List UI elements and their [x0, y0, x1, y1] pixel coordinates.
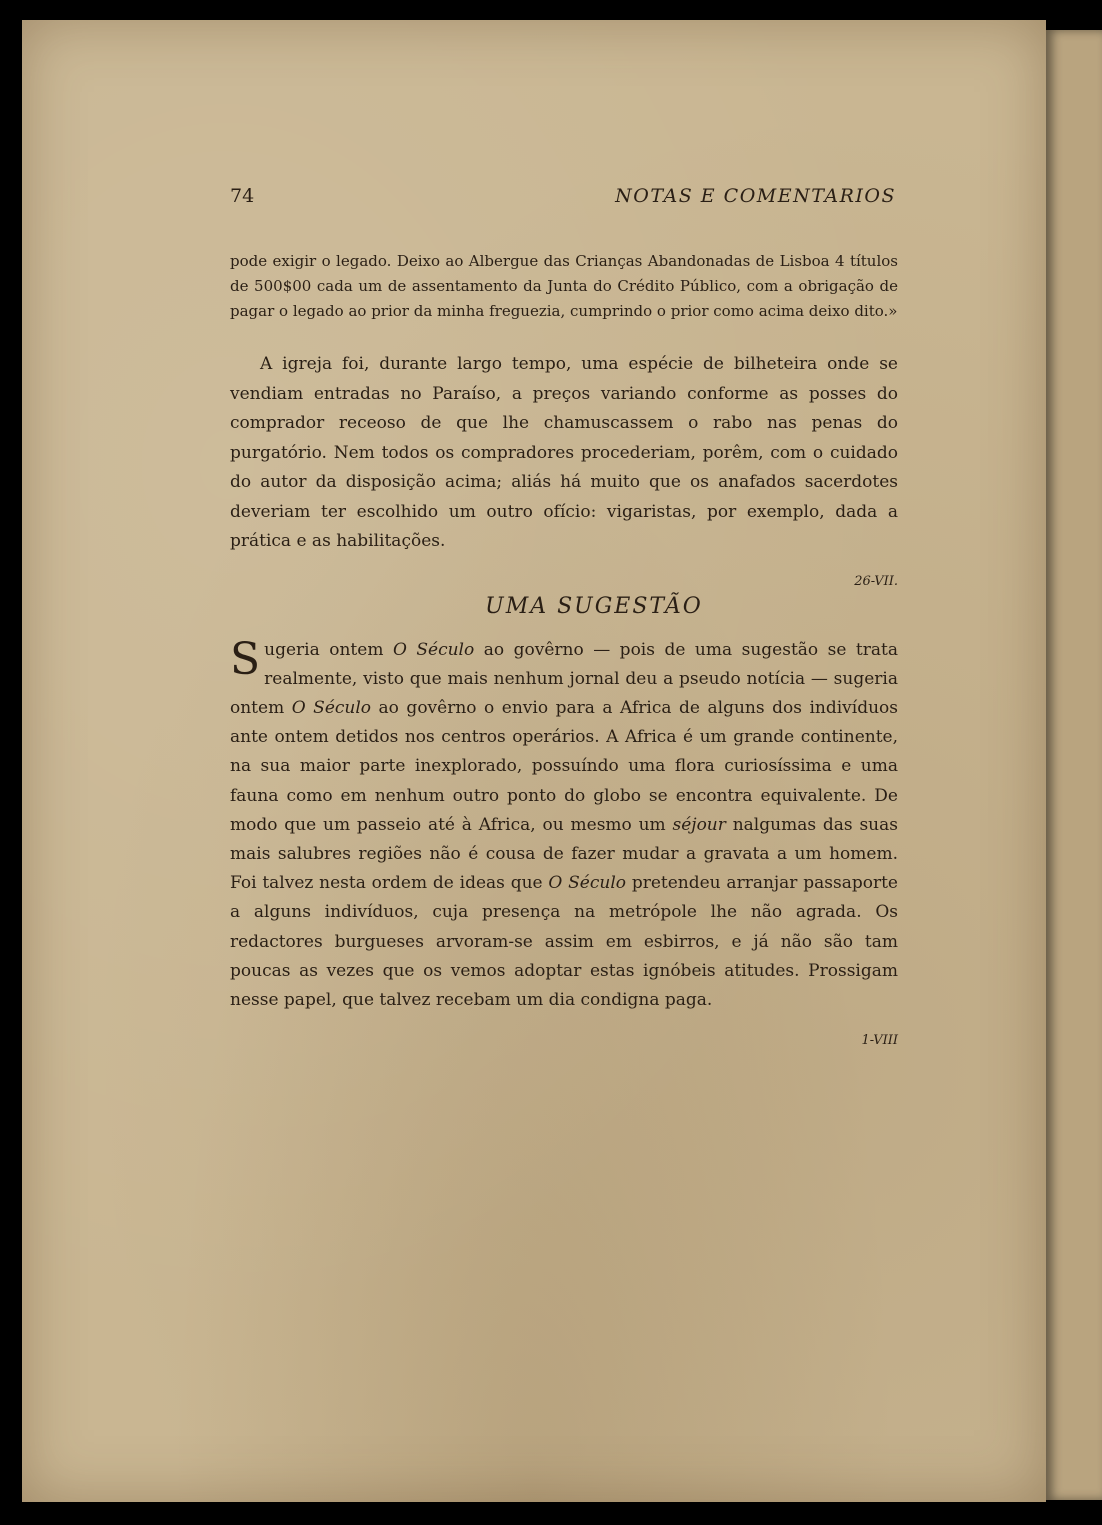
article-title: UMA SUGESTÃO	[485, 593, 703, 619]
page-text-area	[230, 185, 898, 1048]
article-text-4: nalgumas das suas mais salubres regiões não é cousa de fazer mudar a gravata a um homem. Foi talvez nesta ordem de ideas que	[230, 814, 898, 894]
article-text-1: ugeria ontem	[264, 639, 393, 660]
drop-cap: S	[230, 633, 261, 685]
article-date: 1-VIII	[861, 1033, 898, 1049]
foreign-word: séjour	[672, 814, 726, 835]
continuation-paragraph: pode exigir o legado. Deixo ao Albergue das Crianças Abandonadas de Lisboa 4 títulos de 500$00 cada um de assentamento da Junta do Crédito Público, com a obrigação de pagar o legado ao prior da minha freguezia, cumprindo o prior como acima deixo dito.»	[230, 252, 898, 320]
adjacent-page-edge	[1046, 30, 1102, 1500]
page-number: 74	[230, 185, 255, 207]
running-title: NOTAS E COMENTARIOS	[615, 185, 896, 207]
comment-paragraph: A igreja foi, durante largo tempo, uma espécie de bilheteira onde se vendiam entradas no Paraíso, a preços variando conforme as posses do comprador receoso de que lhe chamuscassem o rabo nas penas do purgatório. Nem todos os compradores procederiam, porêm, com o cuidado do autor da disposição acima; aliás há muito que os anafados sacerdotes deveriam ter escolhido um outro ofício: vigaristas, por exemplo, dada a prática e as habilitações.	[230, 354, 898, 551]
article-paragraph	[230, 633, 898, 1016]
running-head	[230, 185, 898, 215]
comment-date: 26-VII.	[854, 573, 898, 589]
article-text-5: pretendeu arranjar passaporte a alguns indivíduos, cuja presença na metrópole lhe não agrada. Os redactores burgueses arvoram-se assim em esbirros, e já não são tam poucas as vezes que os vemos adoptar estas ignóbeis atitudes. Prossigam nesse papel, que talvez recebam um dia condigna paga.	[230, 873, 898, 1010]
newspaper-reference: O Século	[291, 697, 372, 718]
newspaper-reference: O Século	[548, 873, 627, 894]
article-text-3: ao govêrno o envio para a Africa de alguns dos indivíduos ante ontem detidos nos centros operários. A Africa é um grande continente, na sua maior parte inexplorado, possuíndo uma flora curiosíssima e uma fauna como em nenhum outro ponto do globo se encontra equivalente. De modo que um passeio até à Africa, ou mesmo um	[230, 697, 898, 835]
newspaper-reference: O Século	[392, 639, 475, 660]
article-text-2: ao govêrno — pois de uma sugestão se trata realmente, visto que mais nenhum jornal deu a pseudo notícia — sugeria ontem	[230, 639, 898, 718]
